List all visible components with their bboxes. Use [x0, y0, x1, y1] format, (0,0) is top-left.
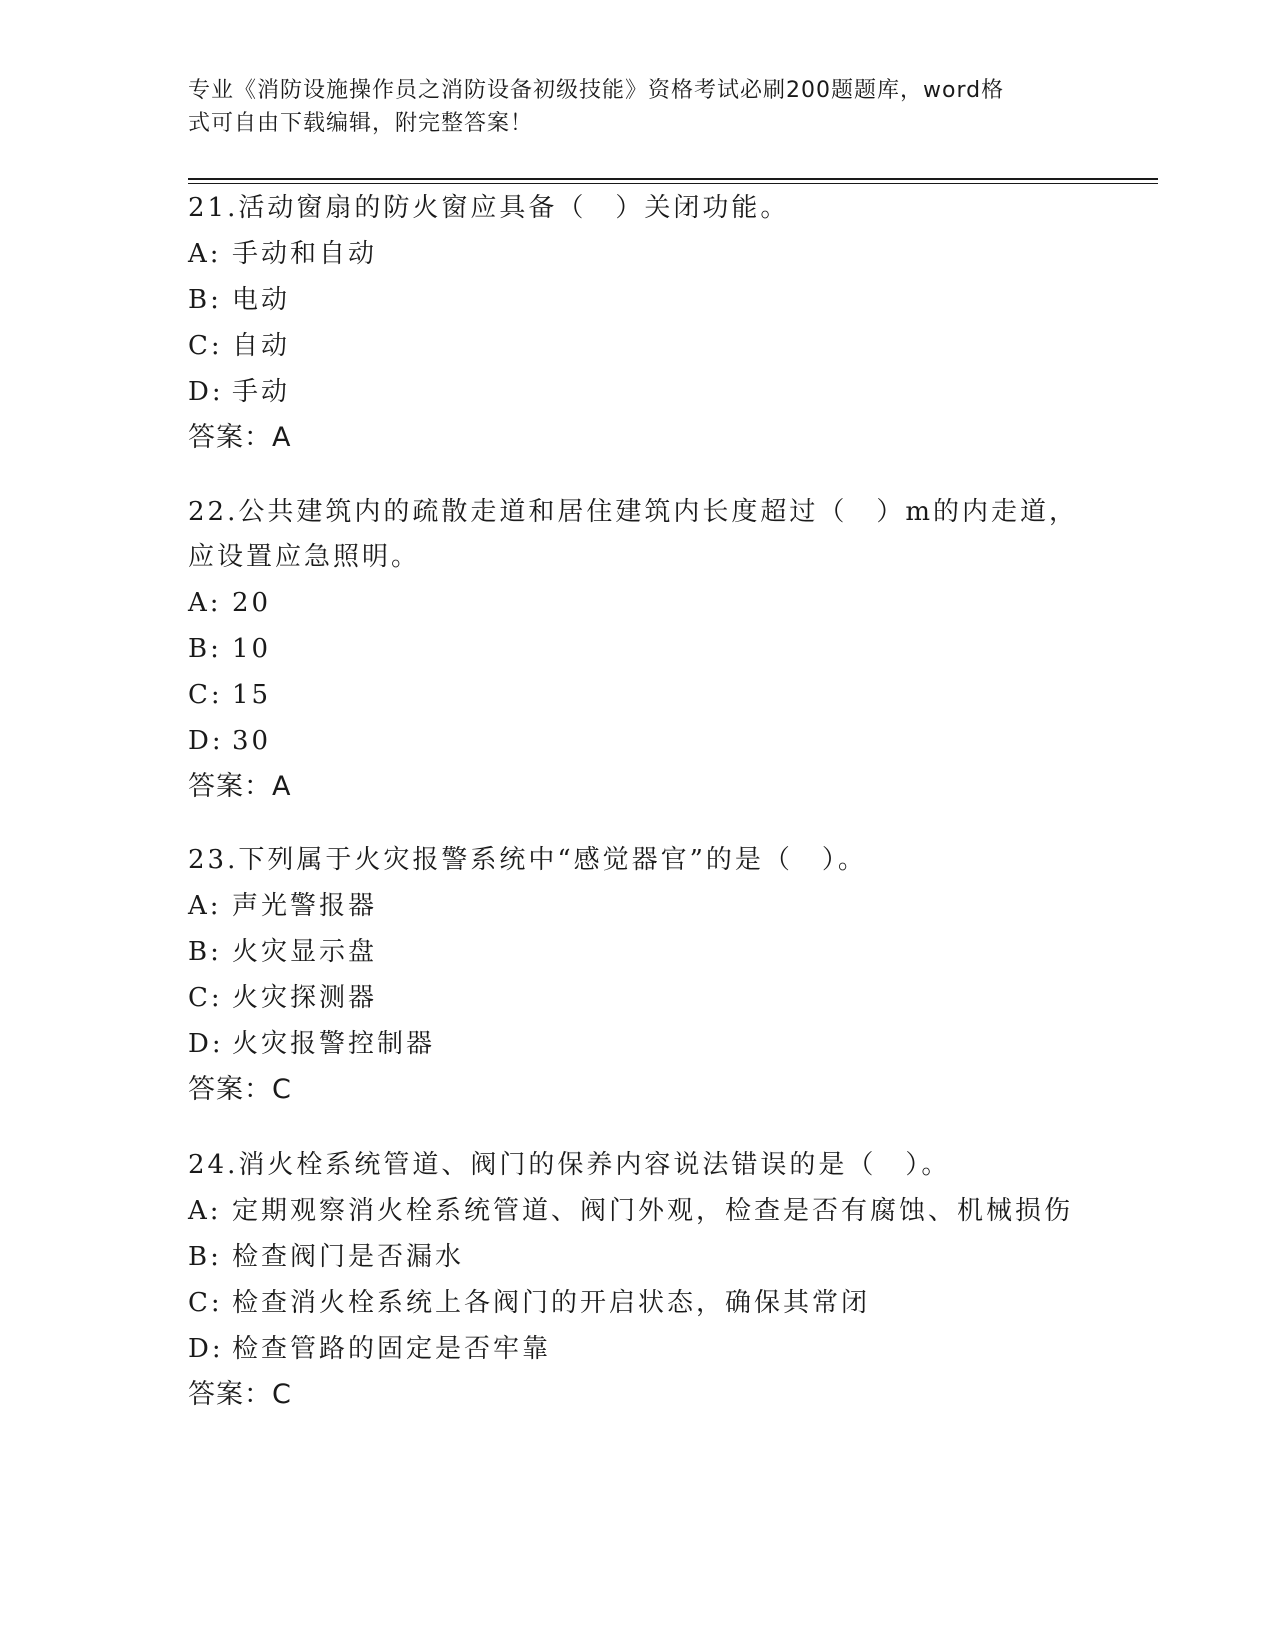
question-21 — [188, 186, 1088, 461]
question-stem: 24.消火栓系统管道、阀门的保养内容说法错误的是（ ）。 — [188, 1150, 951, 1180]
option-text: 定期观察消火栓系统管道、阀门外观，检查是否有腐蚀、机械损伤 — [232, 1196, 1074, 1226]
option-key: D: — [188, 726, 224, 756]
option-b — [188, 277, 1088, 323]
option-key: D: — [188, 377, 224, 407]
option-key: A: — [188, 891, 222, 921]
option-text: 30 — [232, 726, 272, 756]
option-key: B: — [188, 634, 222, 664]
option-c — [188, 323, 1088, 369]
option-key: C: — [188, 331, 223, 361]
answer-line: 答案：C — [188, 1379, 292, 1410]
option-key: C: — [188, 983, 223, 1013]
option-c — [188, 672, 1088, 718]
option-a — [188, 883, 1088, 929]
option-b — [188, 1234, 1088, 1280]
option-d — [188, 1326, 1088, 1372]
header-line-2: 式可自由下载编辑，附完整答案！ — [188, 111, 534, 136]
header-line-1: 专业《消防设施操作员之消防设备初级技能》资格考试必刷200题题库，word格 — [188, 78, 1005, 103]
option-d — [188, 1021, 1088, 1067]
option-b — [188, 626, 1088, 672]
option-text: 手动 — [232, 377, 291, 407]
header-divider-thick — [188, 178, 1158, 180]
option-text: 火灾探测器 — [232, 983, 378, 1013]
option-text: 火灾显示盘 — [232, 937, 378, 967]
option-text: 检查消火栓系统上各阀门的开启状态，确保其常闭 — [232, 1288, 871, 1318]
option-key: A: — [188, 239, 222, 269]
option-key: B: — [188, 937, 222, 967]
document-header — [188, 74, 1088, 140]
option-text: 自动 — [232, 331, 291, 361]
question-24 — [188, 1143, 1088, 1418]
option-text: 声光警报器 — [232, 891, 378, 921]
option-a — [188, 231, 1088, 277]
answer-line: 答案：C — [188, 1074, 292, 1105]
option-a — [188, 580, 1088, 626]
answer-line: 答案：A — [188, 771, 292, 802]
option-a — [188, 1188, 1088, 1234]
question-stem-line-1: 22.公共建筑内的疏散走道和居住建筑内长度超过（ ）m的内走道， — [188, 497, 1079, 527]
option-key: D: — [188, 1334, 224, 1364]
question-23 — [188, 838, 1088, 1113]
option-d — [188, 369, 1088, 415]
option-b — [188, 929, 1088, 975]
option-key: A: — [188, 1196, 222, 1226]
question-stem: 21.活动窗扇的防火窗应具备（ ）关闭功能。 — [188, 193, 790, 223]
question-22 — [188, 490, 1088, 810]
option-text: 电动 — [232, 285, 291, 315]
option-text: 20 — [232, 588, 272, 618]
question-stem-line-2: 应设置应急照明。 — [188, 542, 421, 572]
option-text: 检查阀门是否漏水 — [232, 1242, 465, 1272]
header-divider-thin — [188, 183, 1158, 184]
answer-line: 答案：A — [188, 422, 292, 453]
option-key: C: — [188, 1288, 223, 1318]
option-key: B: — [188, 285, 222, 315]
option-text: 火灾报警控制器 — [232, 1029, 436, 1059]
option-key: A: — [188, 588, 222, 618]
option-text: 手动和自动 — [232, 239, 378, 269]
option-text: 15 — [232, 680, 272, 710]
option-key: C: — [188, 680, 223, 710]
option-text: 10 — [232, 634, 272, 664]
option-d — [188, 718, 1088, 764]
option-text: 检查管路的固定是否牢靠 — [232, 1334, 552, 1364]
option-key: D: — [188, 1029, 224, 1059]
option-c — [188, 975, 1088, 1021]
option-c — [188, 1280, 1088, 1326]
option-key: B: — [188, 1242, 222, 1272]
question-stem: 23.下列属于火灾报警系统中“感觉器官”的是（ ）。 — [188, 845, 867, 875]
